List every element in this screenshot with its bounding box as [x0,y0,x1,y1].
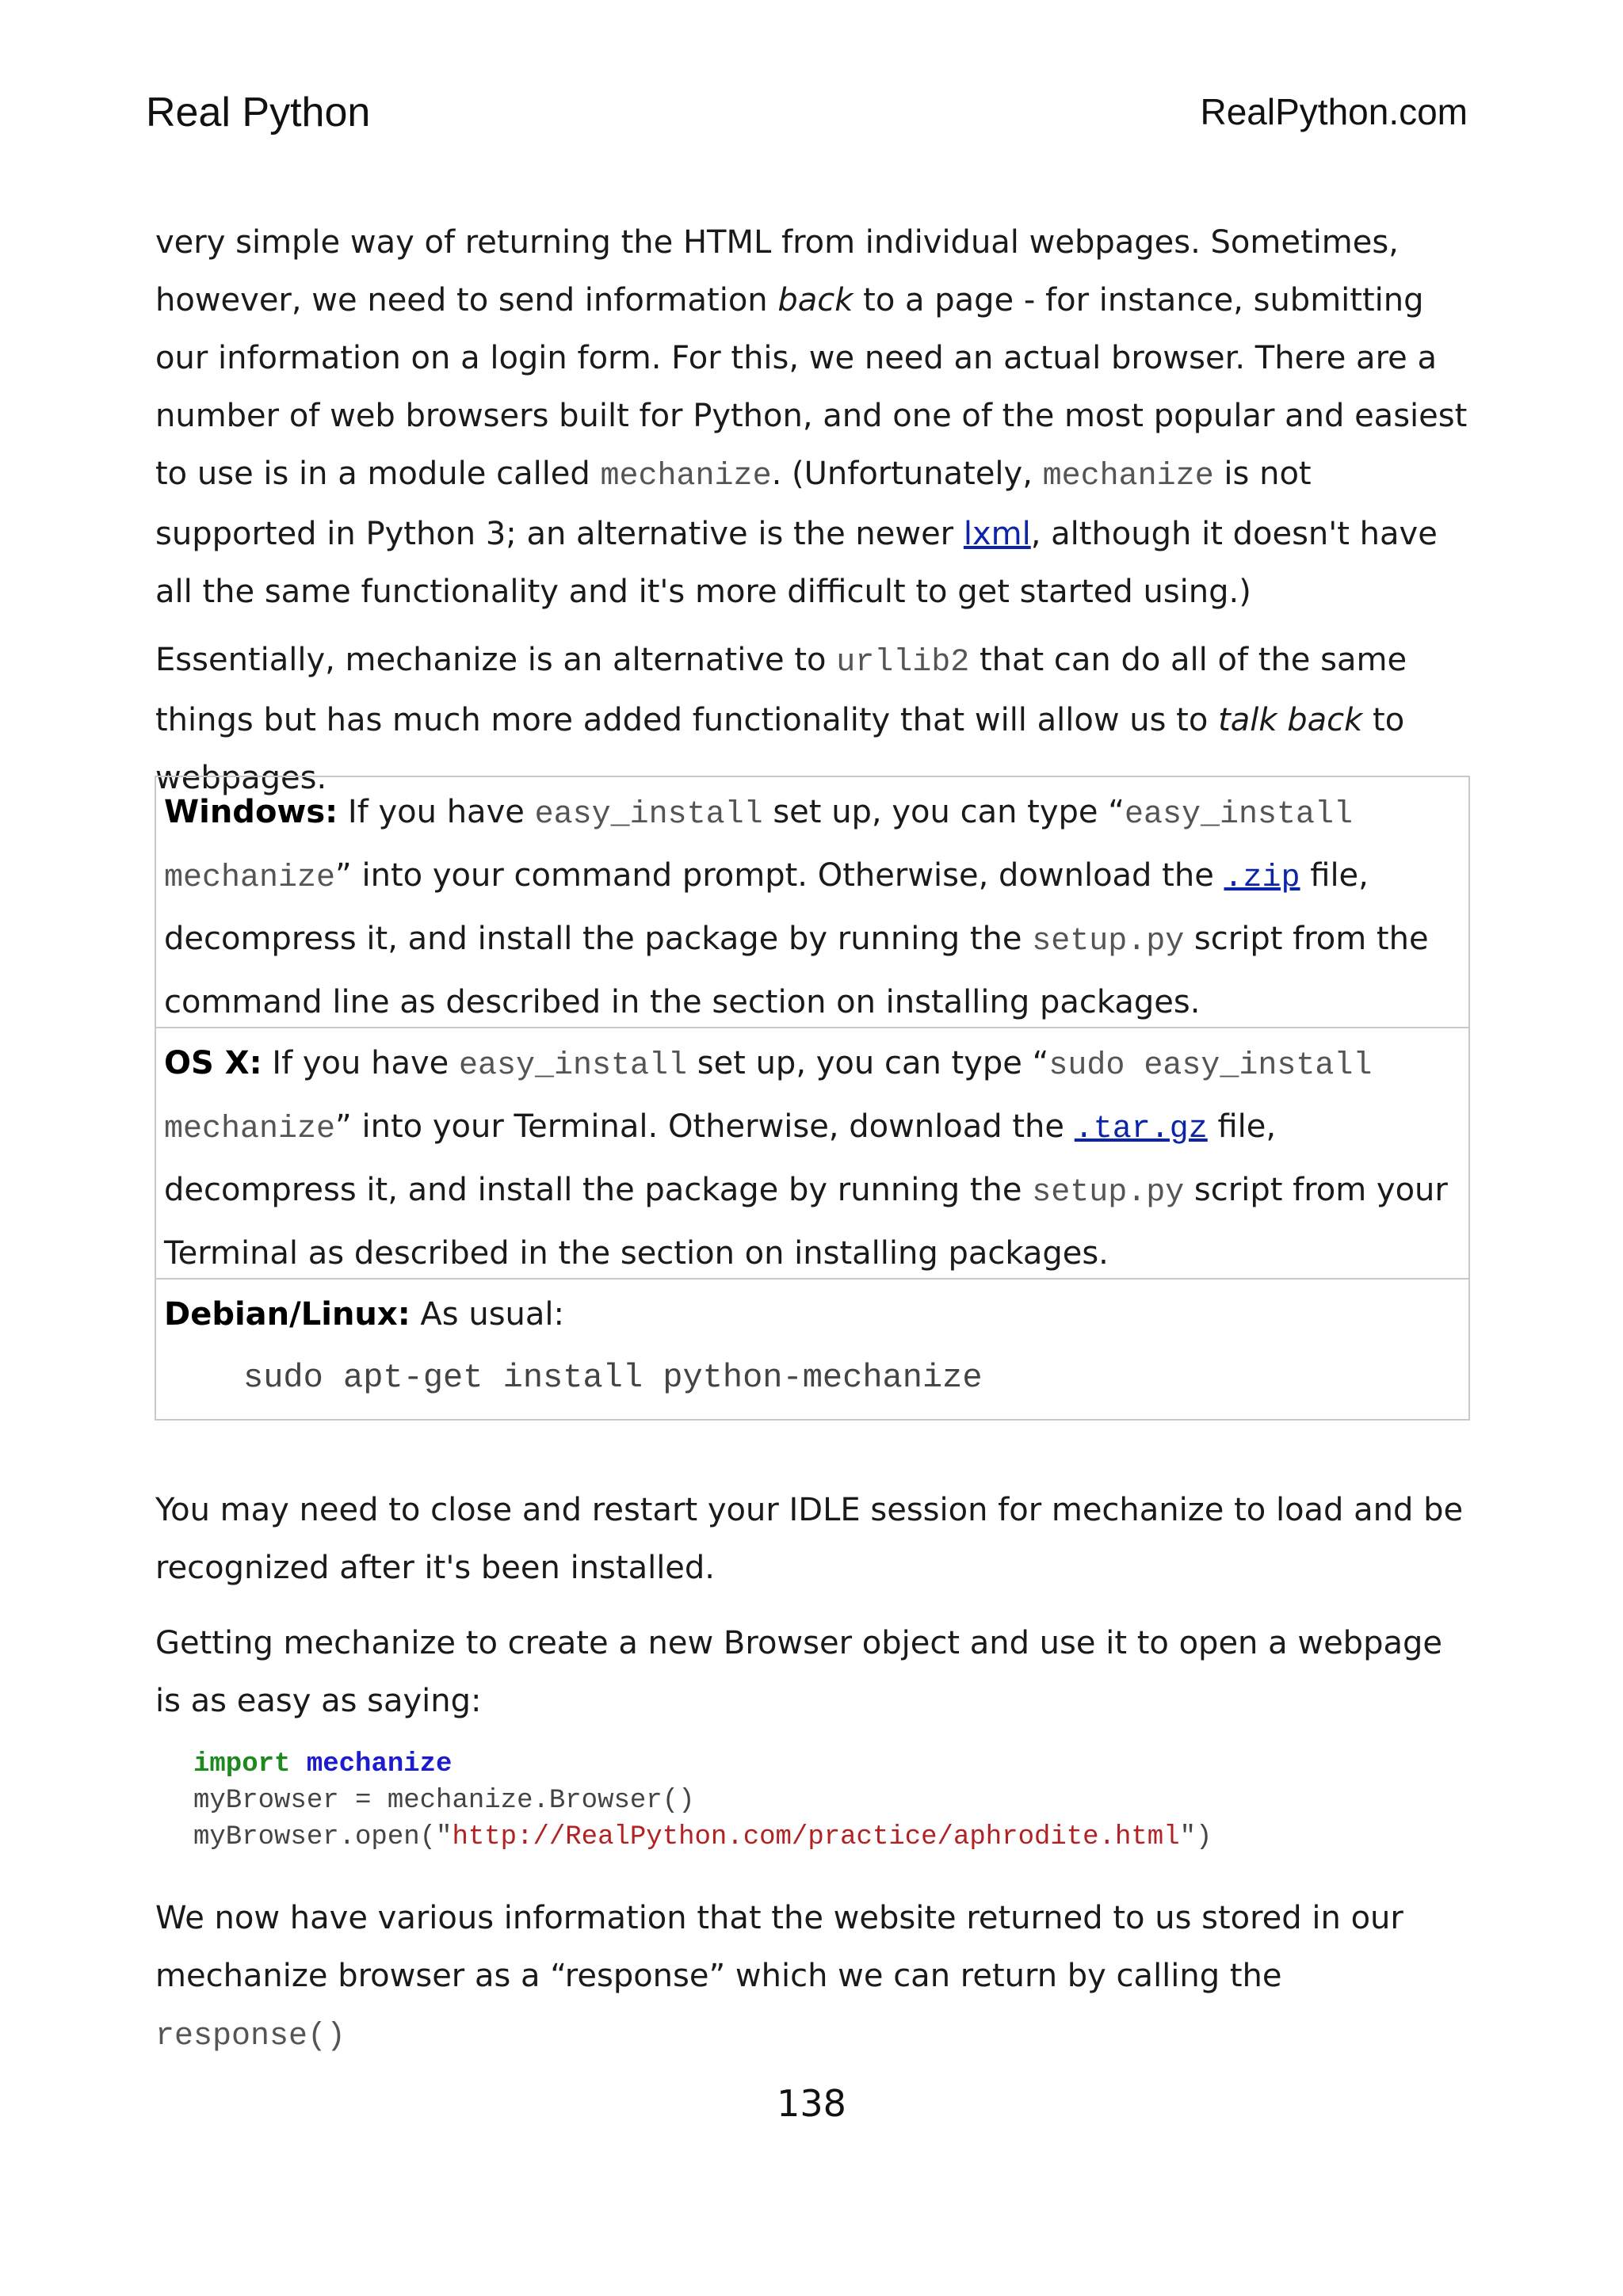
targz-download-link[interactable]: .tar.gz [1074,1112,1208,1147]
osx-install-cell: OS X: If you have easy_install set up, you can type “sudo easy_install mechanize” into your Terminal. Otherwise, download the .tar.gz file, decompress it, and install the package by running the setup.py script from your Terminal as described in the section on installing packages. [156,1028,1468,1280]
lxml-link[interactable]: lxml [963,516,1031,552]
install-instructions-table [155,776,1470,1421]
page-number: 138 [777,2082,846,2125]
windows-label: Windows: [164,794,338,830]
paragraph-intro: very simple way of returning the HTML from individual webpages. Sometimes, however, we need to send information back to a page - for instance, submitting our information on a login form. For this, we need an actual browser. There are a number of web browsers built for Python, and one of the most popular and easiest to use is in a module called mechanize. (Unfortunately, mechanize is not supported in Python 3; an alternative is the newer lxml, although it doesn't have all the same functionality and it's more difficult to get started using.) [155,224,1468,610]
paragraph-restart-idle: You may need to close and restart your IDLE session for mechanize to load and be recognized after it's been installed. [155,1492,1464,1586]
windows-install-cell: Windows: If you have easy_install set up, you can type “easy_install mechanize” into your command prompt. Otherwise, download the .zip file, decompress it, and install the package by running the setup.py script from the command line as described in the section on installing packages. [156,777,1468,1028]
osx-label: OS X: [164,1045,262,1081]
inline-code-response: response() [155,2019,346,2054]
code-snippet: import mechanize myBrowser = mechanize.Browser() myBrowser.open("http://RealPython.com/practice/aphrodite.html") [193,1749,1212,1852]
linux-label: Debian/Linux: [164,1296,411,1333]
code-url-string: http://RealPython.com/practice/aphrodite.html [452,1822,1180,1852]
apt-get-command: sudo apt-get install python-mechanize [243,1359,983,1397]
code-keyword-import: import [193,1749,291,1779]
paragraph-response: We now have various information that the website returned to us stored in our mechanize browser as a “response” which we can return by calling the response() [155,1900,1403,2054]
linux-install-cell: Debian/Linux: As usual: sudo apt-get install python-mechanize [156,1280,1468,1419]
inline-code-urllib2: urllib2 [836,645,970,681]
code-module-name: mechanize [306,1749,453,1779]
code-line-2: myBrowser = mechanize.Browser() [193,1786,695,1816]
zip-download-link[interactable]: .zip [1224,860,1300,896]
paragraph-mechanize-alternative: Essentially, mechanize is an alternative to urllib2 that can do all of the same things but has much more added functionality that will allow us to talk back to webpages. [155,642,1407,796]
inline-code-mechanize: mechanize [600,459,772,494]
header-site-name: RealPython.com [1200,91,1468,132]
inline-code-mechanize-2: mechanize [1042,459,1214,494]
paragraph-create-browser: Getting mechanize to create a new Browser object and use it to open a webpage is as easy as saying: [155,1625,1442,1719]
header-book-title: Real Python [146,90,371,135]
